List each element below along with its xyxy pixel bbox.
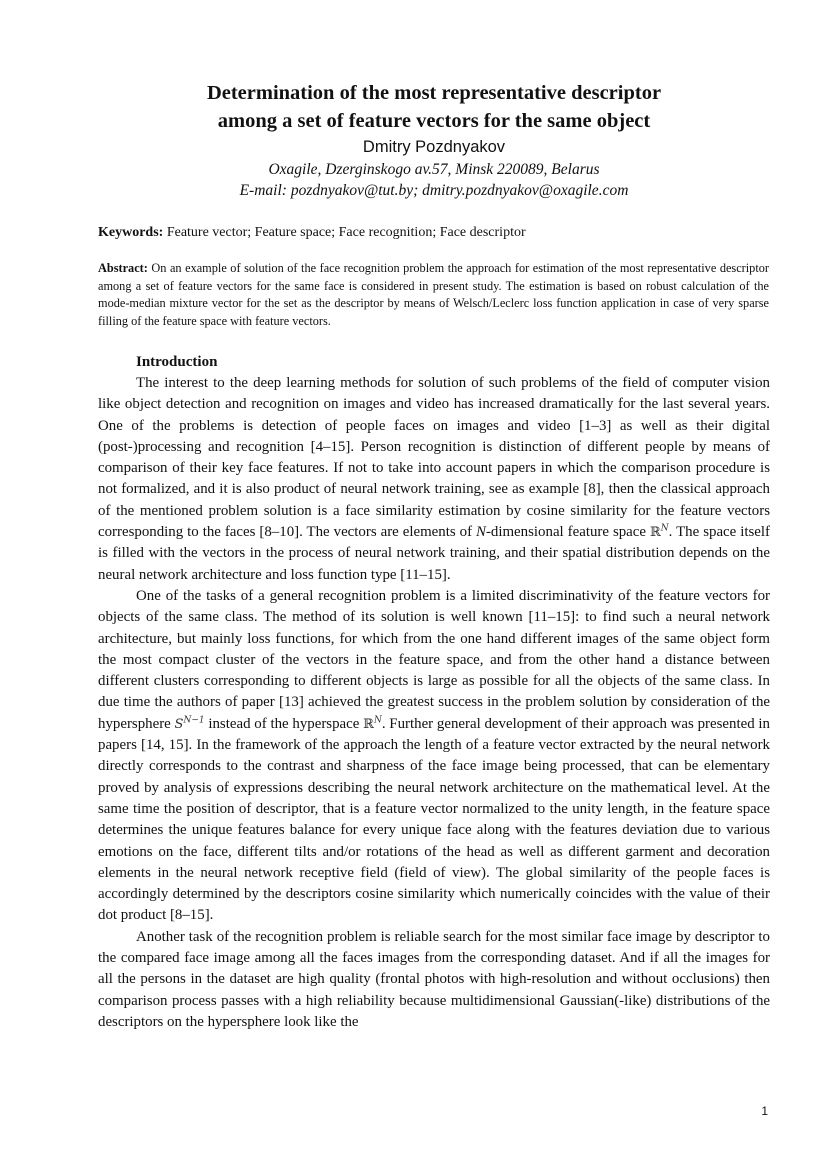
math-sup-n-1: N [660, 523, 669, 534]
page-number: 1 [761, 1104, 768, 1118]
introduction-body [98, 373, 770, 1033]
math-r-symbol-1: ℝ [649, 525, 661, 541]
math-real-space-1 [650, 525, 669, 540]
author-name: Dmitry Pozdnyakov [362, 138, 506, 156]
p1-text-b: -dimensional feature space [485, 524, 650, 541]
keywords-text: Feature vector; Feature space; Face recognition; Face descriptor [163, 225, 526, 240]
math-sup-n-minus-1: N−1 [183, 715, 205, 726]
email-line: E-mail: pozdnyakov@tut.by; dmitry.pozdnyakov@oxagile.com [239, 182, 629, 199]
math-sup-n-2: N [373, 715, 382, 726]
paragraph-2 [98, 586, 770, 927]
math-r-symbol-2: ℝ [363, 716, 374, 732]
math-s-symbol: S [174, 716, 184, 732]
paper-title-line-2: among a set of feature vectors for the same object [217, 110, 651, 132]
paragraph-1 [98, 373, 770, 586]
abstract [98, 260, 769, 330]
math-real-space-2 [363, 717, 382, 732]
paper-title-line-1: Determination of the most representative descriptor [206, 82, 662, 104]
p2-text-b: instead of the hyperspace [204, 715, 364, 732]
math-hypersphere [175, 717, 205, 732]
affiliation: Oxagile, Dzerginskogo av.57, Minsk 220089, Belarus [268, 161, 600, 178]
abstract-label: Abstract: [98, 261, 148, 275]
abstract-text: On an example of solution of the face recognition problem the approach for estimation of the most representative descriptor among a set of feature vectors for the same face is considered in present study. The estimation is based on robust calculation of the mode-median mixture vector for the set as the descriptor by means of Welsch/Leclerc loss function application in case of very sparse filling of the feature space with feature vectors. [98, 261, 769, 328]
p2-text-a: One of the tasks of a general recognition problem is a limited discriminativity of the feature vectors for objects of the same class. The method of its solution is well known [11–15]: to find such a neural network architecture, but mainly loss functions, for which from the one hand different images of the same object form the most compact cluster of the vectors in the feature space, and from the other hand a distance between different clusters corresponding to different objects is large as possible for all the objects of the same class. In due time the authors of paper [13] achieved the greatest success in the problem solution by consideration of the hypersphere [98, 587, 770, 732]
p1-text-a: The interest to the deep learning methods for solution of such problems of the field of computer vision like object detection and recognition on images and video has increased dramatically for the last several years. One of the problems is detection of people faces on images and video [1–3] as well as their digital (post-)processing and recognition [4–15]. Person recognition is distinction of different people by means of comparison of their key face features. If not to take into account papers in which the comparison procedure is not formalized, and it is also product of neural network training, see as example [8], then the classical approach of the mentioned problem solution is a face similarity estimation by cosine similarity for the feature vectors corresponding to the faces [8–10]. The vectors are elements of [98, 375, 770, 541]
p1-text-c: . The space itself is filled with the vectors in the process of neural network training, and their spatial distribution depends on the neural network architecture and loss function type [11–15]. [98, 524, 771, 583]
p1-symbol-n: N [476, 524, 486, 541]
paragraph-3: Another task of the recognition problem is reliable search for the most similar face image by descriptor to the compared face image among all the faces images from the corresponding dataset. And if all the images for all the persons in the dataset are high quality (frontal photos with high-resolution and without occlusions) then comparison process passes with a high reliability because multidimensional Gaussian(-like) distributions of the descriptors on the hypersphere look like the [98, 928, 770, 1030]
keywords-label: Keywords: [98, 225, 164, 240]
p2-text-c: . Further general development of their approach was presented in papers [14, 15]. In the framework of the approach the length of a feature vector extracted by the neural network directly corresponds to the contrast and sharpness of the face image being processed, that can be elementary proved by analysis of expressions describing the neural network architecture on the mathematical level. At the same time the position of descriptor, that is a feature vector normalized to the unity length, in the feature space determines the unique features balance for every unique face along with the features deviation due to various emotions on the face, different tilts and/or rotations of the head as well as different garment and decoration elements in the neural network receptive field (field of view). The global similarity of the people faces is accordingly determined by the descriptors cosine similarity which numerically coincides with the value of their dot product [8–15]. [98, 715, 770, 924]
keywords [98, 224, 770, 242]
section-title-introduction: Introduction [136, 354, 218, 370]
